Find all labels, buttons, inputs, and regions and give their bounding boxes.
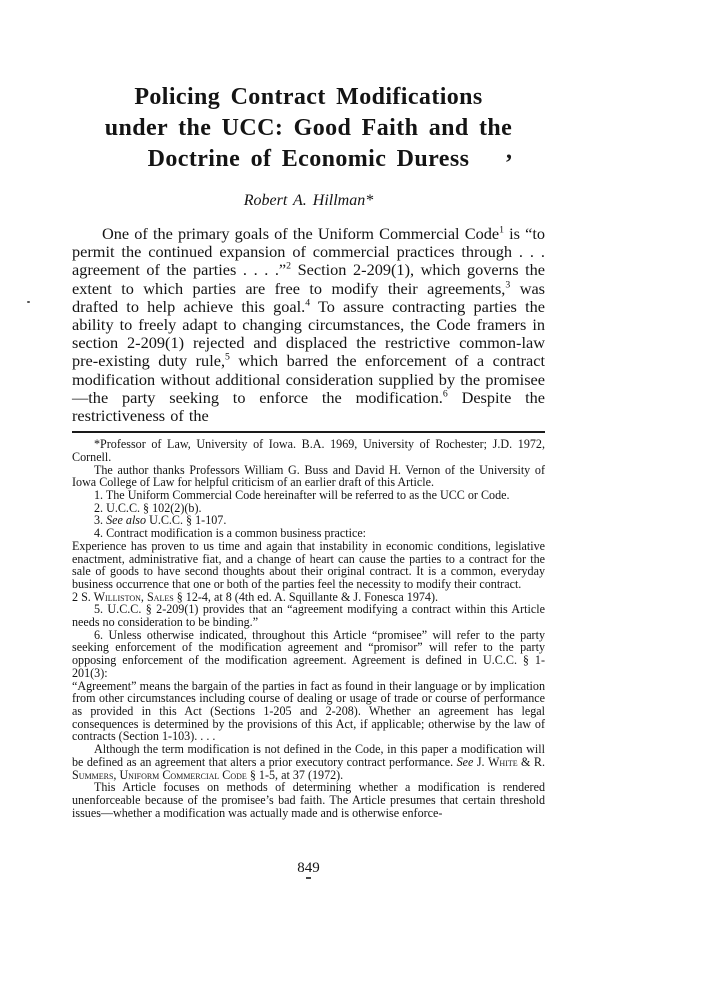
ink-mark: , (506, 138, 512, 164)
footnote-paragraph: Although the term modification is not defined in the Code, in this paper a modification will be defined as an agreement that alters a prior executory contract performance. See J. White & R. Summers, Uniform Commercial Code § 1-5, at 37 (1972). (72, 742, 545, 782)
footnote-marker: 3 (505, 279, 511, 291)
footnote-paragraph: *Professor of Law, University of Iowa. B.A. 1969, University of Rochester; J.D. 1972, Cornell. (72, 437, 545, 464)
footnote-paragraph: 1. The Uniform Commercial Code hereinafter will be referred to as the UCC or Code. (94, 488, 510, 503)
footnote-paragraph: 4. Contract modification is a common business practice: (94, 526, 367, 541)
footnote-marker: 2 (286, 260, 292, 272)
footnote-marker: 1 (499, 224, 504, 236)
ink-mark (27, 301, 30, 303)
footnote-paragraph: This Article focuses on methods of determining whether a modification is rendered unenforceable because of the promisee’s bad faith. The Article presumes that certain threshold issues—whether a modification was actually made and is otherwise enforce- (72, 780, 545, 820)
article-title-line: Doctrine of Economic Duress (147, 146, 470, 172)
footnote-paragraph: 2. U.C.C. § 102(2)(b). (94, 500, 202, 515)
page-number (72, 860, 545, 879)
footnote-paragraph: 6. Unless otherwise indicated, throughout this Article “promisee” will refer to the party seeking enforcement of the modification agreement and “promisor” will refer to the party opposing enforcement of the modification agreement. Agreement is defined in U.C.C. § 1-201(3): (72, 627, 545, 680)
footnote-marker: 5 (225, 352, 230, 363)
footnotes-block (72, 438, 545, 819)
footnote-paragraph: Experience has proven to us time and again that instability in economic conditions, legislative enactment, administrative fiat, and a change of heart can cause the parties to a contract for the sale of goods to have second thoughts about their original contract. It is a common, everyday business occurrence that one or both of the parties feel the necessity to modify their contract. (72, 538, 545, 591)
footnote-marker: 4 (305, 297, 311, 309)
page-number-text: 849 (297, 860, 320, 876)
body-text (72, 225, 545, 425)
footnote-paragraph: 3. See also U.C.C. § 1-107. (94, 513, 227, 528)
article-title (72, 82, 545, 175)
article-title-line: under the UCC: Good Faith and the (104, 115, 513, 141)
footnote-paragraph: The author thanks Professors William G. Buss and David H. Vernon of the University of Iowa College of Law for helpful criticism of an earlier draft of this Article. (72, 462, 545, 490)
ink-mark (306, 877, 311, 879)
footnote-separator-rule (72, 431, 545, 433)
body-paragraph: One of the primary goals of the Uniform Commercial Code$^1$ is “to permit the continued expansion of commercial practices through . . . agreement of the parties . . . .”$^2$ Section 2-209(1), which governs the extent to which parties are free to modify their agreements,$^3$ was drafted to help achieve this goal.$^4$ To assure contracting parties the ability to freely adapt to changing circumstances, the Code framers in section 2-209(1) rejected and displaced the restrictive common-law pre-existing duty rule,$^5$ which barred the enforcement of a contract modification without additional consideration supplied by the promisee—the party seeking to enforce the modification.$^6$ Despite the restrictiveness of the (72, 224, 546, 426)
text-column (72, 0, 545, 819)
footnote-marker: 6 (442, 388, 448, 400)
footnote-paragraph: “Agreement” means the bargain of the parties in fact as found in their language or by implication from other circumstances including course of dealing or usage of trade or course of performance as provided in this Act (Sections 1-205 and 2-208). Whether an agreement has legal consequences is determined by the provisions of this Act, if applicable; otherwise by the law of contracts (Section 1-103). . . . (72, 678, 545, 744)
footnote-paragraph: 2 S. Williston, Sales § 12-4, at 8 (4th ed. A. Squillante & J. Fonesca 1974). (72, 589, 439, 604)
author-byline: Robert A. Hillman* (243, 192, 374, 209)
article-title-line: Policing Contract Modifications (134, 84, 483, 110)
footnote-paragraph: 5. U.C.C. § 2-209(1) provides that an “agreement modifying a contract within this Article needs no consideration to be binding.” (72, 602, 545, 630)
